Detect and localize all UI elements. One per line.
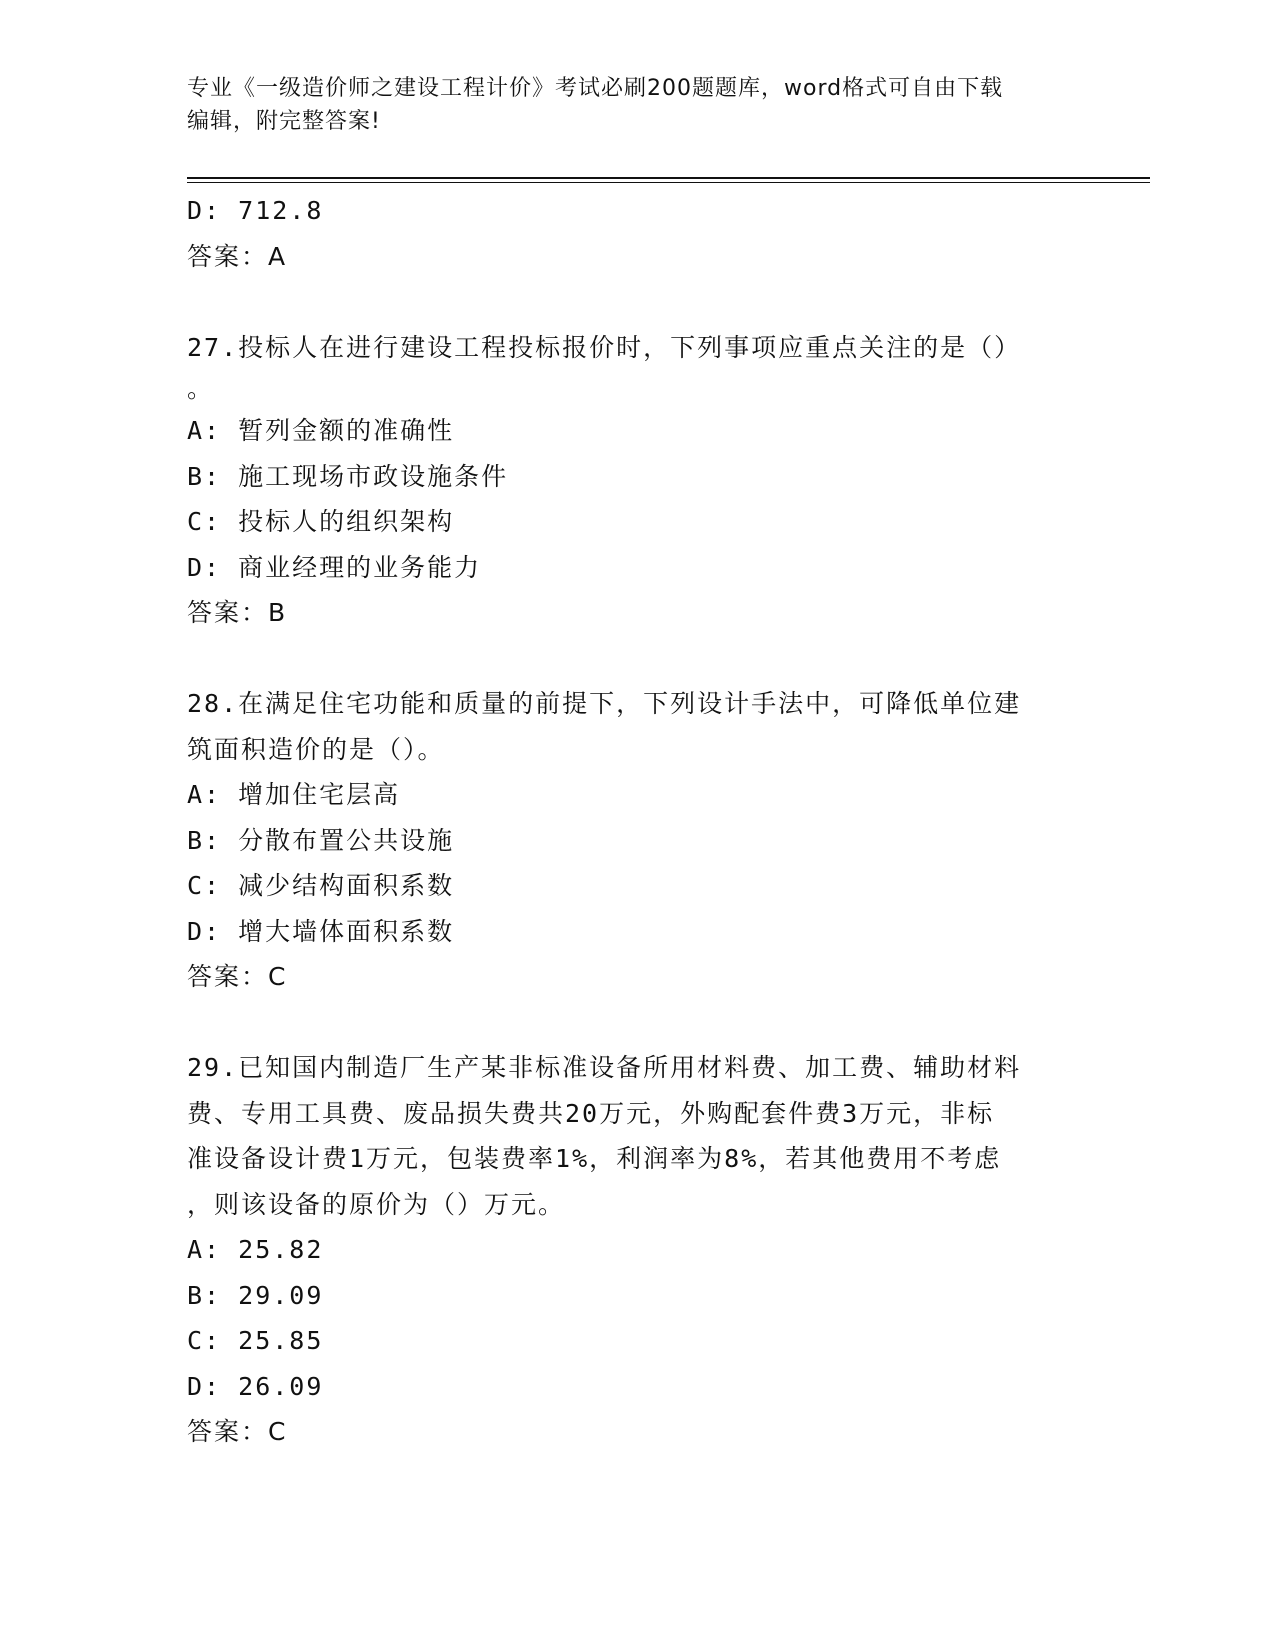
spacer — [187, 636, 1087, 682]
answer-label: 答案：B — [187, 598, 288, 627]
answer-label: 答案：A — [187, 241, 288, 271]
page-header — [187, 72, 1087, 138]
option-d: D: 增大墙体面积系数 — [187, 916, 455, 946]
option-b: B: 施工现场市政设施条件 — [187, 461, 509, 491]
question-stem: 29.已知国内制造厂生产某非标准设备所用材料费、加工费、辅助材料 — [187, 1053, 1022, 1082]
option-d: D: 26.09 — [187, 1371, 324, 1401]
question-stem-continued: 。 — [187, 374, 215, 403]
question-stem-continued: 费、专用工具费、废品损失费共20万元，外购配套件费3万元，非标 — [187, 1098, 995, 1128]
question-stem-continued: 筑面积造价的是（）。 — [187, 734, 445, 764]
option-a: A: 25.82 — [187, 1235, 324, 1264]
answer-label: 答案：C — [187, 962, 288, 991]
option-a: A: 增加住宅层高 — [187, 780, 401, 809]
question-stem: 27.投标人在进行建设工程投标报价时，下列事项应重点关注的是（） — [187, 332, 1022, 362]
header-line-1: 专业《一级造价师之建设工程计价》考试必刷200题题库，word格式可自由下载 — [187, 76, 1004, 101]
question-26 — [187, 188, 1087, 279]
question-28 — [187, 681, 1087, 1000]
header-divider-thick — [187, 177, 1150, 179]
answer-label: 答案：C — [187, 1417, 288, 1446]
option-b: B: 29.09 — [187, 1280, 324, 1310]
option-a: A: 暂列金额的准确性 — [187, 416, 455, 445]
option-d: D: 商业经理的业务能力 — [187, 552, 482, 582]
question-29 — [187, 1045, 1087, 1455]
option-c: C: 投标人的组织架构 — [187, 507, 455, 536]
question-stem-continued: 准设备设计费1万元，包装费率1%，利润率为8%，若其他费用不考虑 — [187, 1144, 1002, 1173]
spacer — [187, 1000, 1087, 1046]
question-list — [187, 188, 1087, 1455]
header-divider-thin — [187, 182, 1150, 183]
question-stem: 28.在满足住宅功能和质量的前提下，下列设计手法中，可降低单位建 — [187, 689, 1022, 718]
option-d: D: 712.8 — [187, 196, 324, 225]
question-27 — [187, 325, 1087, 636]
option-c: C: 25.85 — [187, 1326, 324, 1355]
question-stem-continued: ，则该设备的原价为（）万元。 — [187, 1189, 566, 1219]
option-b: B: 分散布置公共设施 — [187, 825, 455, 855]
spacer — [187, 279, 1087, 325]
header-line-2: 编辑，附完整答案! — [187, 109, 381, 134]
option-c: C: 减少结构面积系数 — [187, 871, 455, 900]
